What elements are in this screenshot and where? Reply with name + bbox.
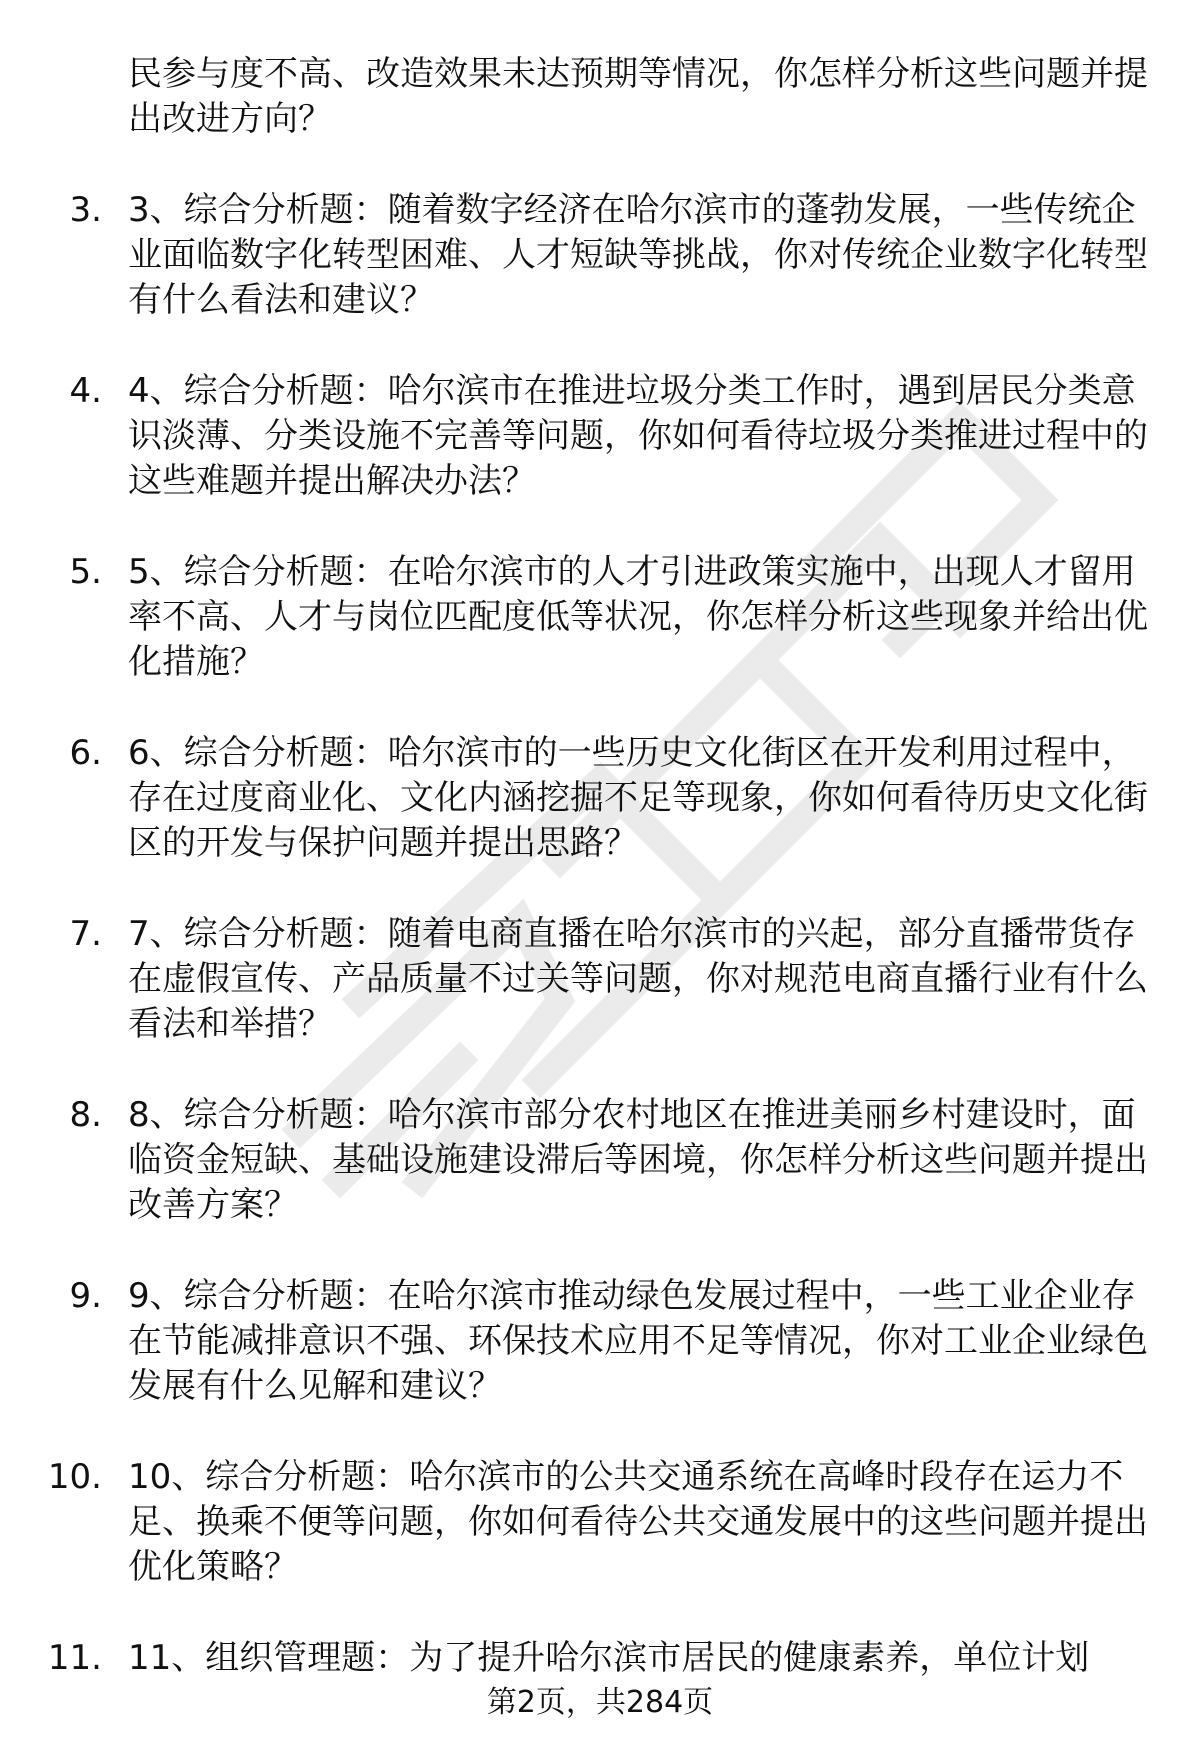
list-item xyxy=(0,1093,1200,1228)
item-number: 7. xyxy=(69,914,102,954)
item-number: 8. xyxy=(69,1095,102,1135)
item-number: 5. xyxy=(69,552,102,592)
item-text: 7、综合分析题：随着电商直播在哈尔滨市的兴起，部分直播带货存在虚假宣传、产品质量不过关等问题，你对规范电商直播行业有什么看法和举措？ xyxy=(128,914,1148,1044)
item-number: 4. xyxy=(69,371,102,411)
list-item xyxy=(0,550,1200,685)
item-text: 3、综合分析题：随着数字经济在哈尔滨市的蓬勃发展，一些传统企业面临数字化转型困难、人才短缺等挑战，你对传统企业数字化转型有什么看法和建议？ xyxy=(128,190,1148,320)
list-item xyxy=(0,1636,1200,1681)
item-number: 10. xyxy=(47,1457,102,1497)
list-item xyxy=(0,188,1200,323)
item-text: 8、综合分析题：哈尔滨市部分农村地区在推进美丽乡村建设时，面临资金短缺、基础设施建设滞后等困境，你怎样分析这些问题并提出改善方案？ xyxy=(128,1095,1148,1225)
continuation-paragraph: 民参与度不高、改造效果未达预期等情况，你怎样分析这些问题并提出改进方向？ xyxy=(128,54,1148,139)
list-item xyxy=(0,912,1200,1047)
item-text: 6、综合分析题：哈尔滨市的一些历史文化街区在开发利用过程中，存在过度商业化、文化内涵挖掘不足等现象，你如何看待历史文化街区的开发与保护问题并提出思路？ xyxy=(128,733,1148,863)
list-item xyxy=(0,1274,1200,1409)
list-item xyxy=(0,731,1200,866)
list-item xyxy=(0,1455,1200,1590)
item-number: 11. xyxy=(47,1638,102,1678)
item-text: 11、组织管理题：为了提升哈尔滨市居民的健康素养，单位计划 xyxy=(128,1638,1090,1678)
item-text: 5、综合分析题：在哈尔滨市的人才引进政策实施中，出现人才留用率不高、人才与岗位匹配度低等状况，你怎样分析这些现象并给出优化措施？ xyxy=(128,552,1148,682)
page-footer xyxy=(0,1683,1200,1723)
question-list xyxy=(0,52,1200,1727)
item-text: 4、综合分析题：哈尔滨市在推进垃圾分类工作时，遇到居民分类意识淡薄、分类设施不完善等问题，你如何看待垃圾分类推进过程中的这些难题并提出解决办法？ xyxy=(128,371,1148,501)
item-text: 10、综合分析题：哈尔滨市的公共交通系统在高峰时段存在运力不足、换乘不便等问题，你如何看待公共交通发展中的这些问题并提出优化策略？ xyxy=(128,1457,1148,1587)
item-number: 9. xyxy=(69,1276,102,1316)
item-text: 9、综合分析题：在哈尔滨市推动绿色发展过程中，一些工业企业存在节能减排意识不强、环保技术应用不足等情况，你对工业企业绿色发展有什么见解和建议？ xyxy=(128,1276,1148,1406)
item-number: 3. xyxy=(69,190,102,230)
list-item xyxy=(0,369,1200,504)
item-number: 6. xyxy=(69,733,102,773)
page-number-label: 第2页，共284页 xyxy=(486,1685,714,1720)
